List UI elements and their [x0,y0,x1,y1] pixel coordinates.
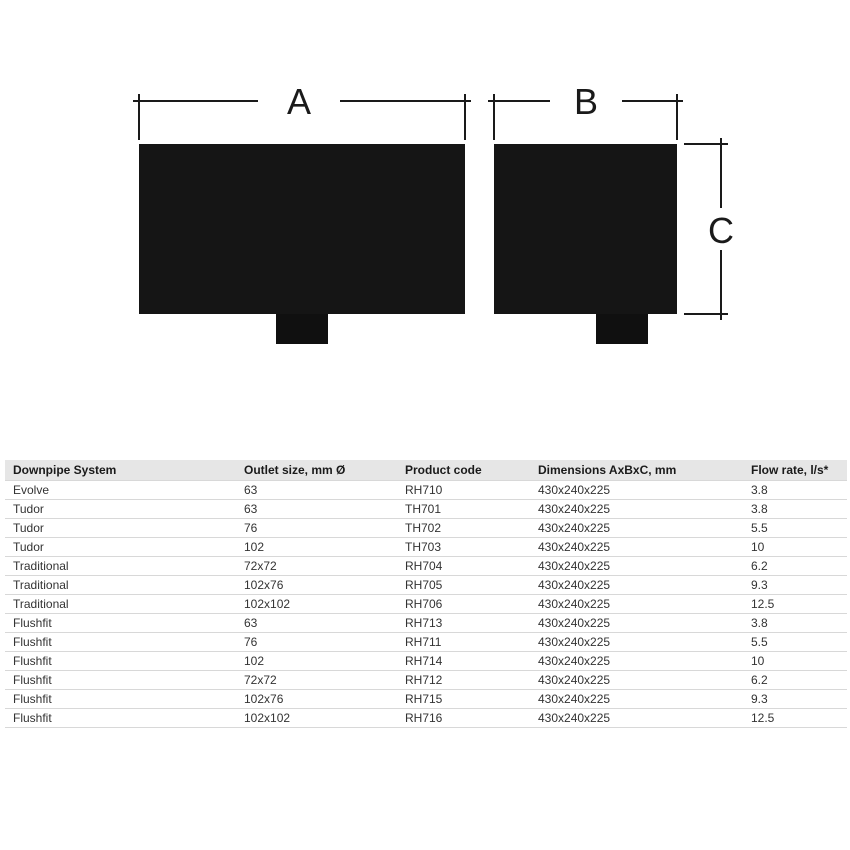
cell-outlet-size: 72x72 [236,671,397,690]
cell-outlet-size: 76 [236,519,397,538]
cell-flow-rate: 9.3 [743,690,847,709]
cell-flow-rate: 6.2 [743,557,847,576]
cell-downpipe-system: Flushfit [5,614,236,633]
cell-product-code: RH712 [397,671,530,690]
cell-downpipe-system: Traditional [5,557,236,576]
table-row [5,709,847,728]
cell-downpipe-system: Flushfit [5,690,236,709]
table-row [5,595,847,614]
header-outlet-size: Outlet size, mm Ø [236,460,397,481]
cell-downpipe-system: Traditional [5,576,236,595]
cell-dimensions: 430x240x225 [530,481,743,500]
cell-downpipe-system: Tudor [5,519,236,538]
cell-flow-rate: 9.3 [743,576,847,595]
table-row [5,481,847,500]
cell-downpipe-system: Flushfit [5,633,236,652]
cell-downpipe-system: Tudor [5,500,236,519]
cell-flow-rate: 12.5 [743,709,847,728]
side-view-body [494,144,677,314]
cell-dimensions: 430x240x225 [530,633,743,652]
cell-product-code: TH702 [397,519,530,538]
cell-product-code: RH710 [397,481,530,500]
cell-dimensions: 430x240x225 [530,519,743,538]
cell-outlet-size: 102 [236,538,397,557]
spec-table [5,460,847,728]
cell-flow-rate: 5.5 [743,633,847,652]
cell-product-code: TH703 [397,538,530,557]
cell-outlet-size: 102x102 [236,595,397,614]
header-downpipe-system: Downpipe System [5,460,236,481]
cell-flow-rate: 3.8 [743,614,847,633]
cell-downpipe-system: Traditional [5,595,236,614]
cell-outlet-size: 102x102 [236,709,397,728]
cell-flow-rate: 10 [743,652,847,671]
cell-outlet-size: 76 [236,633,397,652]
cell-flow-rate: 3.8 [743,500,847,519]
table-row [5,652,847,671]
side-view [494,144,677,344]
table-row [5,500,847,519]
table-row [5,557,847,576]
cell-product-code: RH714 [397,652,530,671]
cell-dimensions: 430x240x225 [530,500,743,519]
cell-downpipe-system: Flushfit [5,709,236,728]
cell-outlet-size: 72x72 [236,557,397,576]
cell-flow-rate: 10 [743,538,847,557]
cell-flow-rate: 6.2 [743,671,847,690]
cell-product-code: RH713 [397,614,530,633]
header-flow-rate: Flow rate, l/s* [743,460,847,481]
dimension-label-b: B [573,81,599,122]
cell-product-code: RH711 [397,633,530,652]
front-view-body [139,144,465,314]
cell-product-code: RH705 [397,576,530,595]
cell-dimensions: 430x240x225 [530,614,743,633]
cell-outlet-size: 63 [236,481,397,500]
dimension-label-a: A [286,81,312,122]
cell-dimensions: 430x240x225 [530,709,743,728]
cell-downpipe-system: Flushfit [5,671,236,690]
cell-product-code: RH704 [397,557,530,576]
cell-dimensions: 430x240x225 [530,652,743,671]
cell-dimensions: 430x240x225 [530,557,743,576]
table-row [5,633,847,652]
hopper-dimension-diagram [0,0,850,380]
table-row [5,538,847,557]
table-row [5,690,847,709]
cell-dimensions: 430x240x225 [530,538,743,557]
table-row [5,671,847,690]
cell-downpipe-system: Tudor [5,538,236,557]
table-row [5,576,847,595]
front-view [139,144,465,344]
cell-flow-rate: 12.5 [743,595,847,614]
header-dimensions: Dimensions AxBxC, mm [530,460,743,481]
header-product-code: Product code [397,460,530,481]
cell-outlet-size: 63 [236,500,397,519]
cell-flow-rate: 3.8 [743,481,847,500]
table-row [5,519,847,538]
cell-dimensions: 430x240x225 [530,671,743,690]
front-view-outlet [276,314,328,344]
cell-product-code: RH715 [397,690,530,709]
cell-product-code: RH706 [397,595,530,614]
table-body [5,481,847,728]
cell-outlet-size: 102x76 [236,690,397,709]
cell-dimensions: 430x240x225 [530,690,743,709]
cell-dimensions: 430x240x225 [530,576,743,595]
cell-downpipe-system: Evolve [5,481,236,500]
cell-flow-rate: 5.5 [743,519,847,538]
cell-outlet-size: 63 [236,614,397,633]
cell-outlet-size: 102x76 [236,576,397,595]
table-header-row [5,460,847,481]
cell-product-code: RH716 [397,709,530,728]
cell-outlet-size: 102 [236,652,397,671]
cell-downpipe-system: Flushfit [5,652,236,671]
cell-dimensions: 430x240x225 [530,595,743,614]
side-view-outlet [596,314,648,344]
cell-product-code: TH701 [397,500,530,519]
dimension-label-c: C [708,210,734,251]
table-row [5,614,847,633]
